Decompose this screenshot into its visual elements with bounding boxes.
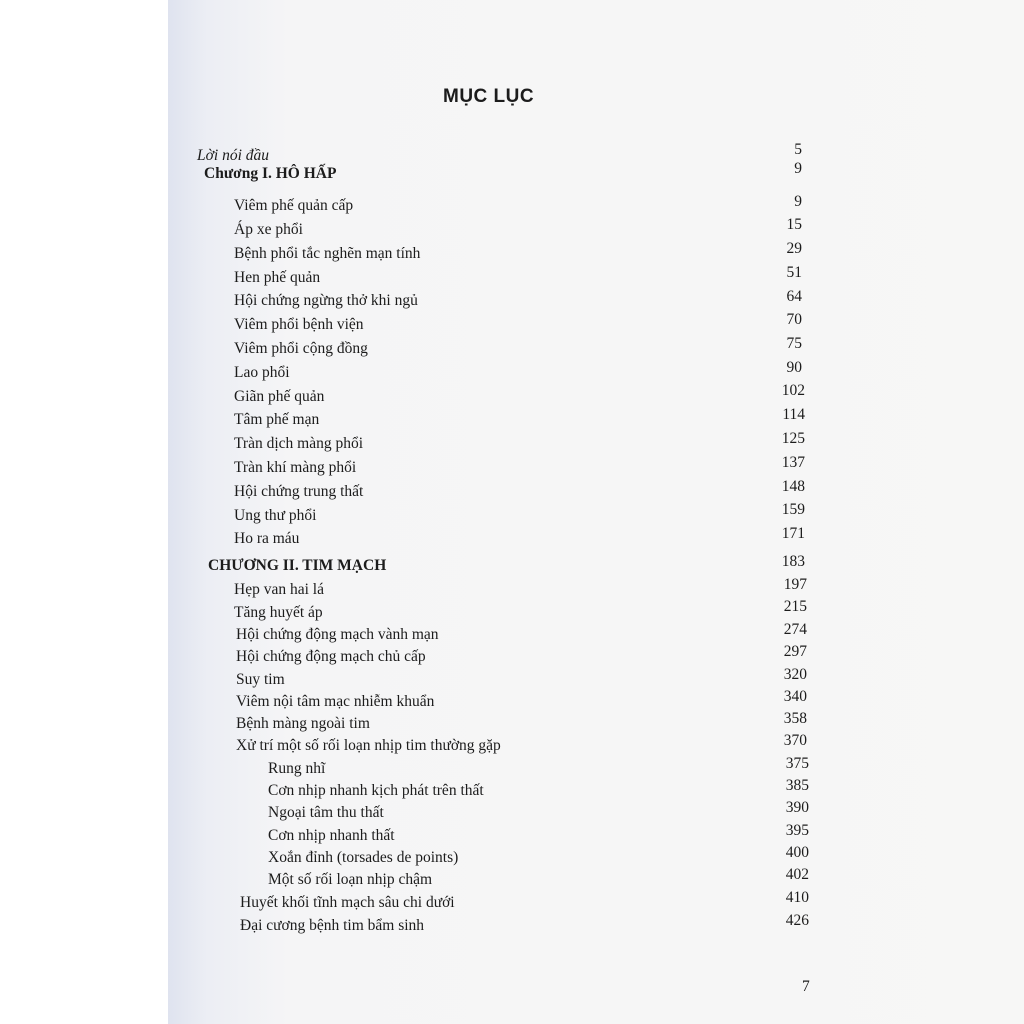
toc-entry: Hội chứng động mạch chủ cấp (236, 648, 426, 665)
toc-page: 375 (785, 755, 809, 772)
toc-entry: Bệnh phổi tắc nghẽn mạn tính (234, 245, 421, 262)
toc-entry-preface: Lời nói đầu (197, 147, 270, 164)
toc-chapter-heading: CHƯƠNG II. TIM MẠCH (208, 557, 387, 574)
toc-entry: Huyết khối tĩnh mạch sâu chi dưới (240, 894, 455, 911)
toc-entry: Tràn dịch màng phổi (234, 435, 364, 452)
page-number: 7 (802, 978, 810, 995)
toc-page: 9 (794, 193, 802, 210)
toc-page: 402 (785, 866, 809, 883)
toc-entry: Hội chứng động mạch vành mạn (236, 626, 439, 643)
toc-entry: Đại cương bệnh tim bẩm sinh (240, 917, 425, 934)
toc-entry: Ho ra máu (234, 530, 300, 547)
toc-page: 159 (781, 501, 805, 518)
toc-page: 171 (781, 525, 805, 542)
toc-page: 137 (781, 454, 805, 471)
toc-entry: Viêm phế quản cấp (234, 197, 354, 214)
toc-entry: Ung thư phổi (234, 507, 317, 524)
toc-entry: Xử trí một số rối loạn nhịp tim thường gặp (236, 737, 501, 754)
toc-page: 125 (781, 430, 805, 447)
toc-page: 370 (783, 732, 807, 749)
left-margin (0, 0, 168, 1024)
toc-page: 395 (785, 822, 809, 839)
toc-entry: Tăng huyết áp (234, 604, 323, 621)
toc-entry: Giãn phế quản (234, 388, 325, 405)
toc-page: 390 (785, 799, 809, 816)
toc-page: 29 (786, 240, 802, 257)
toc-page: 426 (785, 912, 809, 929)
toc-page: 5 (794, 141, 802, 158)
toc-page: 64 (786, 288, 802, 305)
toc-subentry: Rung nhĩ (268, 760, 326, 777)
toc-entry: Lao phổi (234, 364, 290, 381)
toc-page: 90 (786, 359, 802, 376)
toc-page: 51 (786, 264, 802, 281)
toc-entry: Tâm phế mạn (234, 411, 320, 428)
toc-subentry: Cơn nhịp nhanh kịch phát trên thất (268, 782, 484, 799)
toc-page: 197 (783, 576, 807, 593)
toc-entry: Viêm nội tâm mạc nhiễm khuẩn (236, 693, 435, 710)
toc-subentry: Một số rối loạn nhịp chậm (268, 871, 433, 888)
toc-page: 183 (781, 553, 805, 570)
toc-entry: Áp xe phổi (234, 221, 303, 238)
toc-entry: Suy tim (236, 671, 285, 688)
toc-page: 114 (782, 406, 805, 423)
toc-chapter-heading: Chương I. HÔ HẤP (204, 165, 337, 182)
toc-page: 358 (783, 710, 807, 727)
toc-entry: Viêm phổi bệnh viện (234, 316, 364, 333)
toc-page: 102 (781, 382, 805, 399)
toc-subentry: Cơn nhịp nhanh thất (268, 827, 395, 844)
toc-page: 340 (783, 688, 807, 705)
toc-subentry: Xoắn đỉnh (torsades de points) (268, 849, 459, 866)
toc-page: 215 (783, 598, 807, 615)
toc-page: 410 (785, 889, 809, 906)
toc-page: 297 (783, 643, 807, 660)
toc-entry: Tràn khí màng phổi (234, 459, 357, 476)
toc-subentry: Ngoại tâm thu thất (268, 804, 384, 821)
toc-entry: Hẹp van hai lá (234, 581, 324, 598)
toc-entry: Bệnh màng ngoài tim (236, 715, 370, 732)
toc-page: 70 (786, 311, 802, 328)
toc-entry: Viêm phổi cộng đồng (234, 340, 368, 357)
toc-entry: Hội chứng ngừng thở khi ngủ (234, 292, 418, 309)
toc-page: 385 (785, 777, 809, 794)
toc-page: 320 (783, 666, 807, 683)
toc-page: 15 (786, 216, 802, 233)
toc-page: 148 (781, 478, 805, 495)
toc-page: 75 (786, 335, 802, 352)
toc-entry: Hội chứng trung thất (234, 483, 364, 500)
toc-page: 274 (783, 621, 807, 638)
page-title: MỤC LỤC (443, 86, 535, 107)
toc-page: 400 (785, 844, 809, 861)
toc-page: 9 (794, 160, 802, 177)
toc-entry: Hen phế quản (234, 269, 321, 286)
